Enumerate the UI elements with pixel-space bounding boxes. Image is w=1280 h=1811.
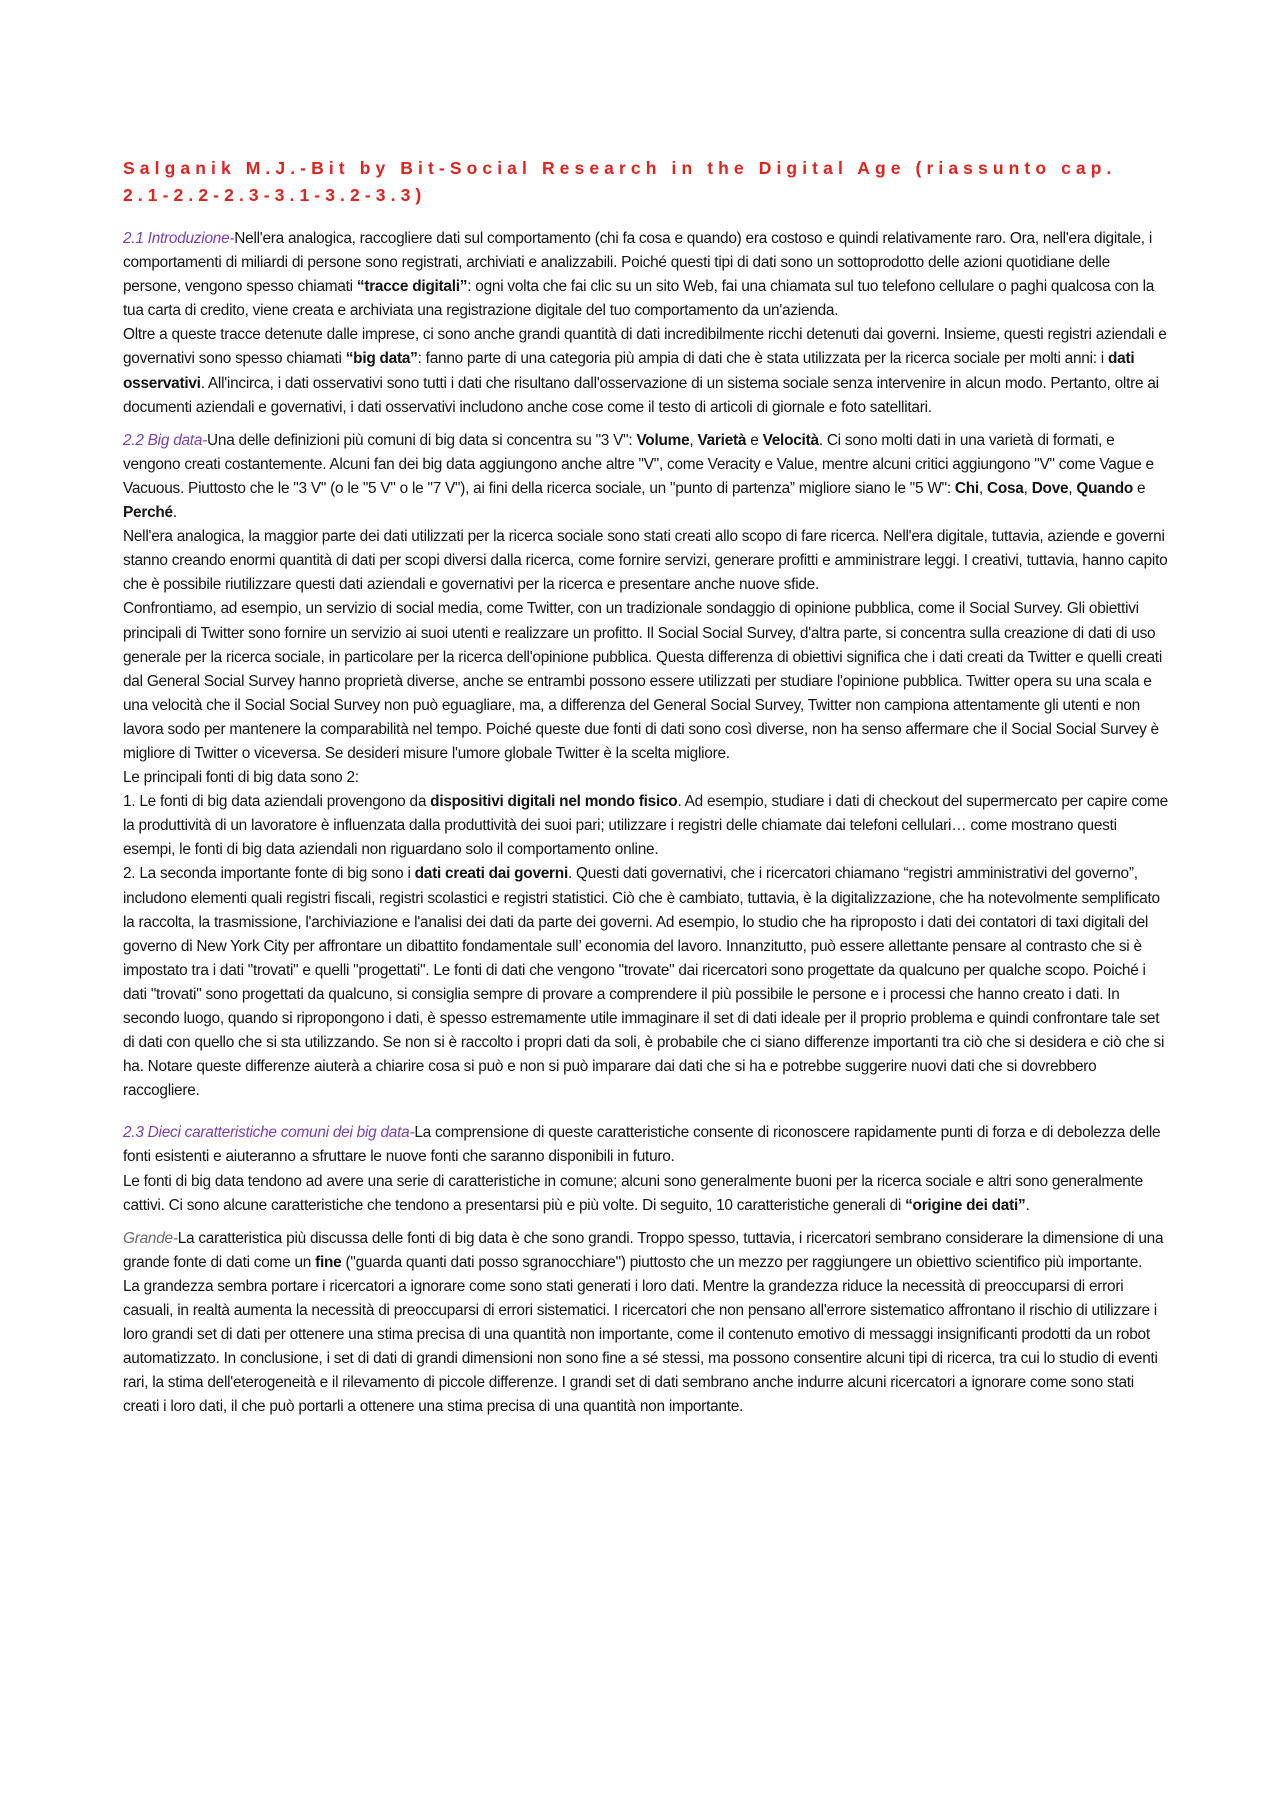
section-heading: 2.2 Big data- <box>123 431 208 449</box>
document-title: Salganik M.J.-Bit by Bit-Social Research in the Digital Age (riassunto cap. 2.1-2.2-2.3-3.1-3.2-3.3) <box>123 158 1117 205</box>
paragraph: 2.3 Dieci caratteristiche comuni dei big data-La comprensione di queste caratteristiche consente di riconoscere rapidamente punti di forza e di debolezza delle fonti esistenti e aiuteranno a sfruttare le nuove fonti che saranno disponibili in futuro. <box>123 1124 1161 1166</box>
subsection-heading: Grande- <box>123 1229 178 1247</box>
paragraph: Nell'era analogica, la maggior parte dei dati utilizzati per la ricerca sociale sono stati creati allo scopo di fare ricerca. Nell'era digitale, tuttavia, aziende e governi stanno creando enormi quantità di dati per scopi diversi dalla ricerca, come fornire servizi, generare profitti e amministrare leggi. I creativi, tuttavia, hanno capito che è possibile riutilizzare questi dati aziendali e governativi per la ricerca e presentare anche nuove sfide. <box>123 528 1168 594</box>
section-big-data <box>123 429 1168 1104</box>
paragraph: Grande-La caratteristica più discussa delle fonti di big data è che sono grandi. Troppo spesso, tuttavia, i ricercatori sembrano considerare la dimensione di una grande fonte di dati come un fine ("guarda quanti dati posso sgranocchiare") piuttosto che un mezzo per raggiungere un obiettivo scientifico più importante. <box>123 1229 1164 1271</box>
paragraph: Confrontiamo, ad esempio, un servizio di social media, come Twitter, con un tradizionale sondaggio di opinione pubblica, come il Social Survey. Gli obiettivi principali di Twitter sono fornire un servizio ai suoi utenti e realizzare un profitto. Il Social Social Survey, d'altra parte, si concentra sulla creazione di dati di uso generale per la ricerca sociale, in particolare per la ricerca dell'opinione pubblica. Questa differenza di obiettivi significa che i dati creati da Twitter e quelli creati dal General Social Survey hanno proprietà diverse, anche se entrambi possono essere utilizzati per studiare l'opinione pubblica. Twitter opera su una scala e una velocità che il Social Social Survey non può eguagliare, ma, a differenza del General Social Survey, Twitter non campiona attentamente gli utenti e non lavora sodo per mantenere la comparabilità nel tempo. Poiché queste due fonti di dati sono così diverse, non ha senso affermare che il Social Social Survey è migliore di Twitter o viceversa. Se desideri misure l'umore globale Twitter è la scelta migliore. <box>123 600 1163 762</box>
paragraph: 2.2 Big data-Una delle definizioni più comuni di big data si concentra su "3 V": Volume, Varietà e Velocità. Ci sono molti dati in una varietà di formati, e vengono creati costantemente. Alcuni fan dei big data aggiungono anche altre "V", come Veracity e Value, mentre alcuni critici aggiungono "V" come Vague e Vacuous. Piuttosto che le "3 V" (o le "5 V" o le "7 V"), ai fini della ricerca sociale, un "punto di partenza” migliore siano le "5 W": Chi, Cosa, Dove, Quando e Perché. <box>123 431 1154 522</box>
section-grande <box>123 1227 1168 1420</box>
paragraph: Le principali fonti di big data sono 2: <box>123 769 359 787</box>
paragraph: Le fonti di big data tendono ad avere una serie di caratteristiche in comune; alcuni sono generalmente buoni per la ricerca sociale e altri sono generalmente cattivi. Ci sono alcune caratteristiche che tendono a presentarsi più e più volte. Di seguito, 10 caratteristiche generali di “origine dei dati”. <box>123 1172 1143 1214</box>
section-heading: 2.1 Introduzione- <box>123 230 235 247</box>
paragraph: Oltre a queste tracce detenute dalle imprese, ci sono anche grandi quantità di dati incredibilmente ricchi detenuti dai governi. Insieme, questi registri aziendali e governativi sono spesso chiamati “big data”: fanno parte di una categoria più ampia di dati che è stata utilizzata per la ricerca sociale per molti anni: i dati osservativi. All'incirca, i dati osservativi sono tutti i dati che risultano dall'osservazione di un sistema sociale senza intervenire in alcun modo. Pertanto, oltre ai documenti aziendali e governativi, i dati osservativi includono anche cose come il testo di articoli di giornale e foto satellitari. <box>123 326 1167 416</box>
paragraph: La grandezza sembra portare i ricercatori a ignorare come sono stati generati i loro dati. Mentre la grandezza riduce la necessità di preoccuparsi di errori casuali, in realtà aumenta la necessità di preoccuparsi di errori sistematici. I ricercatori che non pensano all'errore sistematico affrontano il rischio di utilizzare i loro grandi set di dati per ottenere una stima precisa di una quantità non importante, come il contenuto emotivo di messaggi insignificanti prodotti da un robot automatizzato. In conclusione, i set di dati di grandi dimensioni non sono fine a sé stessi, ma possono consentire alcuni tipi di ricerca, tra cui lo studio di eventi rari, la stima dell'eterogeneità e il rilevamento di piccole differenze. I grandi set di dati sembrano anche indurre alcuni ricercatori a ignorare come sono stati creati i loro dati, il che può portarli a ottenere una stima precisa di una quantità non importante. <box>123 1277 1158 1416</box>
list-item: 1. Le fonti di big data aziendali provengono da dispositivi digitali nel mondo fisico. Ad esempio, studiare i dati di checkout del supermercato per capire come la produttività di un lavoratore è influenzata dalla produttività dei suoi pari; utilizzare i registri delle chiamate dai telefoni cellulari… come mostrano questi esempi, le fonti di big data aziendali non riguardano solo il comportamento online. <box>123 793 1168 859</box>
list-item: 2. La seconda importante fonte di big sono i dati creati dai governi. Questi dati governativi, che i ricercatori chiamano “registri amministrativi del governo”, includono elementi quali registri fiscali, registri scolastici e registri statistici. Ciò che è cambiato, tuttavia, è la digitalizzazione, che ha notevolmente semplificato la raccolta, la trasmissione, l'archiviazione e l'analisi dei dati da parte dei governi. Ad esempio, lo studio che ha riproposto i dati dei contatori di taxi digitali del governo di New York City per affrontare un dibattito fondamentale sull’ economia del lavoro. Innanzitutto, può essere allettante pensare al contrasto che si è impostato tra i dati "trovati" e quelli "progettati". Le fonti di dati che vengono "trovate" dai ricercatori sono progettate da qualcuno per qualche scopo. Poiché i dati "trovati" sono progettati da qualcuno, si consiglia sempre di provare a comprendere il più possibile le persone e i processi che hanno creato i dati. In secondo luogo, quando si ripropongono i dati, è spesso estremamente utile immaginare il set di dati ideale per il proprio problema e quindi confrontare tale set di dati con quello che si sta utilizzando. Se non si è raccolto i propri dati da soli, è probabile che ci siano differenze importanti tra ciò che si desidera e ciò che si ha. Notare queste differenze aiuterà a chiarire cosa si può e non si può imparare dai dati che si ha e potrebbe suggerire nuovi dati che si dovrebbero raccogliere. <box>123 865 1165 1100</box>
paragraph: 2.1 Introduzione-Nell'era analogica, raccogliere dati sul comportamento (chi fa cosa e quando) era costoso e quindi relativamente raro. Ora, nell'era digitale, i comportamenti di miliardi di persone sono registrati, archiviati e analizzabili. Poiché questi tipi di dati sono un sottoprodotto delle azioni quotidiane delle persone, vengono spesso chiamati “tracce digitali”: ogni volta che fai clic su un sito Web, fai una chiamata sul tuo telefono cellulare o paghi qualcosa con la tua carta di credito, viene creata e archiviata una registrazione digitale del tuo comportamento da un'azienda. <box>123 230 1155 320</box>
document-body <box>123 155 1168 1420</box>
section-dieci-caratteristiche <box>123 1121 1168 1217</box>
section-heading: 2.3 Dieci caratteristiche comuni dei big data- <box>123 1124 415 1142</box>
section-introduzione <box>123 227 1168 420</box>
